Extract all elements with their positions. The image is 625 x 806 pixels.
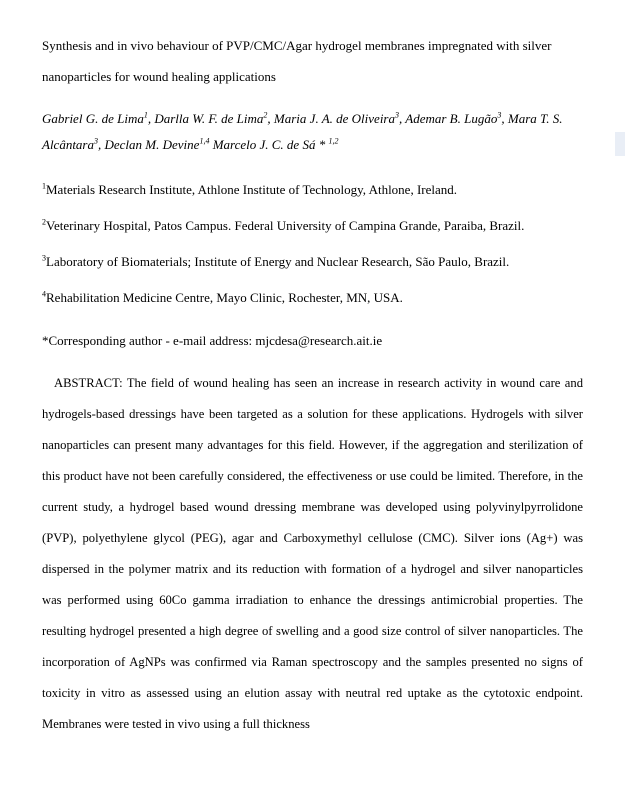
author-name: Maria J. A. de Oliveira	[273, 111, 395, 126]
author-list: Gabriel G. de Lima$^1$, Darlla W. F. de Lima$^2$, Maria J. A. de Oliveira$^3$, Ademar B. Lugão$^3$, Mara T. S. Alcântara$^3$, Declan M. Devine$^{1,4}$ Marcelo J. C. de Sá * $^{1,2}$	[42, 110, 563, 152]
author-name: Mara T. S. Alcântara	[42, 111, 563, 152]
author-name: Ademar B. Lugão	[405, 111, 498, 126]
affiliation-number: 2	[42, 217, 46, 227]
affiliation-text: Rehabilitation Medicine Centre, Mayo Clinic, Rochester, MN, USA.	[46, 290, 403, 305]
affiliation	[42, 289, 583, 307]
author-affil-sup: 3	[395, 110, 399, 120]
author-affil-sup: 1,4	[199, 136, 210, 146]
affiliation	[42, 217, 583, 235]
affiliation	[42, 181, 583, 199]
affiliation-text: Materials Research Institute, Athlone Institute of Technology, Athlone, Ireland.	[46, 182, 458, 197]
author-name: Marcelo J. C. de Sá	[212, 137, 316, 152]
paper-page	[42, 30, 583, 753]
corresponding-author: *Corresponding author - e-mail address: mjcdesa@research.ait.ie	[42, 333, 383, 348]
abstract-paragraph: ABSTRACT: The field of wound healing has seen an increase in research activity in wound care and hydrogels-based dressings have been targeted as a solution for these applications. Hydrogels with silver nanoparticles can present many advantages for this field. However, if the aggregation and sterilization of this product have not been carefully considered, the effectiveness or use could be limited. Therefore, in the current study, a hydrogel based wound dressing membrane was developed using polyvinylpyrrolidone (PVP), polyethylene glycol (PEG), agar and Carboxymethyl cellulose (CMC). Silver ions (Ag+) was dispersed in the polymer matrix and its reduction with formation of a hydrogel and silver nanoparticles was performed using 60Co gamma irradiation to enhance the dressings antimicrobial properties. The resulting hydrogel presented a high degree of swelling and a good size control of silver nanoparticles. The incorporation of AgNPs was confirmed via Raman spectroscopy and the samples presented no signs of toxicity in vitro as assessed using an elution assay with neutral red uptake as the cytotoxic endpoint. Membranes were tested in vivo using a full thickness	[42, 376, 583, 731]
affiliation-number: 3	[42, 253, 46, 263]
author-affil-sup: 1,2	[328, 136, 339, 146]
author-name: Gabriel G. de Lima	[42, 111, 144, 126]
corresponding-mark: *	[318, 137, 326, 152]
author-affil-sup: 1	[143, 110, 148, 120]
affiliation-number: 4	[42, 289, 46, 299]
author-name: Declan M. Devine	[104, 137, 200, 152]
author-affil-sup: 3	[94, 136, 98, 146]
author-name: Darlla W. F. de Lima	[154, 111, 264, 126]
scroll-indicator[interactable]	[615, 132, 625, 156]
author-affil-sup: 2	[263, 110, 268, 120]
affiliation-number: 1	[42, 181, 46, 191]
author-affil-sup: 3	[497, 110, 502, 120]
paper-title: Synthesis and in vivo behaviour of PVP/CMC/Agar hydrogel membranes impregnated with silver nanoparticles for wound healing applications	[42, 38, 552, 84]
affiliation-text: Veterinary Hospital, Patos Campus. Federal University of Campina Grande, Paraiba, Brazil.	[46, 218, 525, 233]
affiliation-text: Laboratory of Biomaterials; Institute of Energy and Nuclear Research, São Paulo, Brazil.	[46, 254, 510, 269]
affiliation	[42, 253, 583, 271]
